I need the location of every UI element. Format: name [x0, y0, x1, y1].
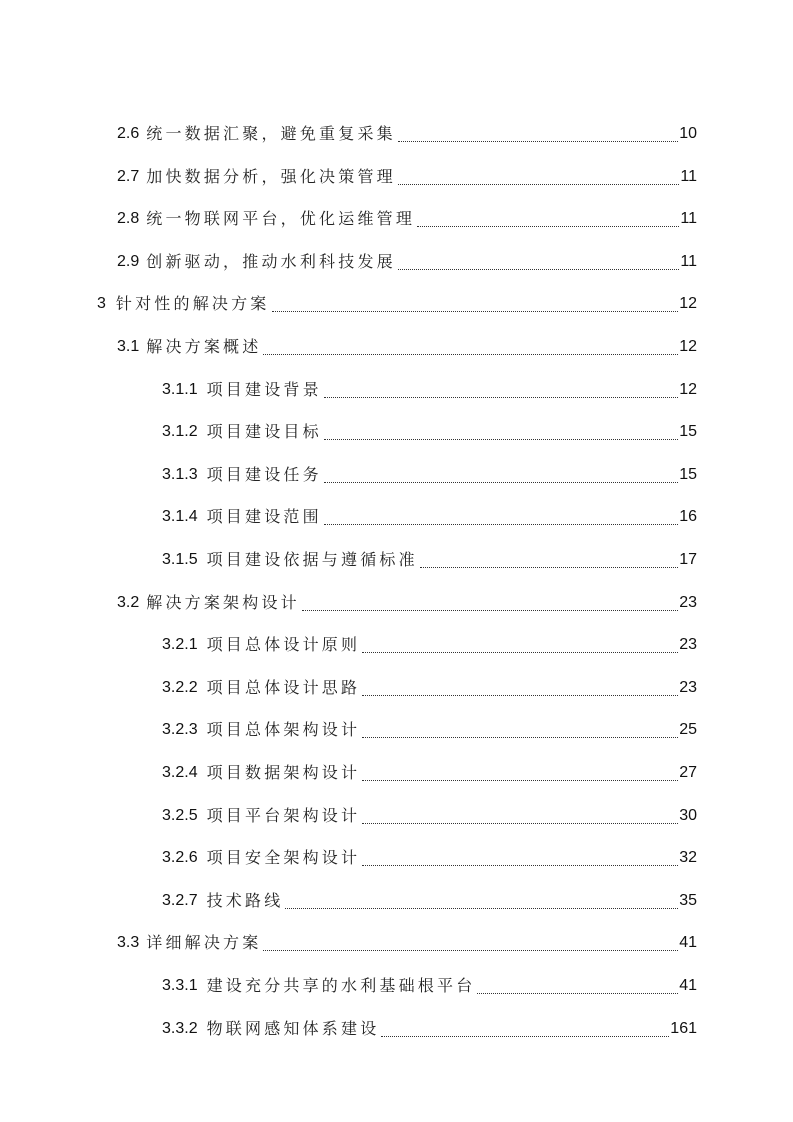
toc-entry[interactable]: [117, 241, 697, 283]
toc-entry[interactable]: [117, 198, 697, 240]
toc-entry[interactable]: [162, 709, 697, 751]
toc-entry-title: 项目建设任务: [206, 464, 322, 484]
toc-entry-page: 23: [679, 678, 697, 696]
toc-entry-title: 统一物联网平台，优化运维管理: [146, 209, 416, 229]
dot-leader: [362, 667, 678, 709]
toc-entry[interactable]: [162, 496, 697, 538]
toc-entry-page: 10: [679, 125, 697, 142]
toc-entry[interactable]: [162, 795, 697, 837]
dot-leader: [477, 965, 678, 1007]
toc-entry-number: 3.2.3: [162, 721, 198, 739]
toc-entry[interactable]: [162, 1008, 697, 1050]
toc-entry-number: 3.1.5: [162, 551, 198, 568]
toc-entry-number: 3.2.4: [162, 764, 198, 781]
toc-entry-title: 项目总体设计思路: [206, 677, 361, 697]
toc-entry-title: 创新驱动，推动水利科技发展: [146, 251, 396, 271]
toc-entry-number: 3.1.1: [162, 380, 198, 398]
toc-entry-page: 12: [679, 338, 697, 355]
toc-entry-title: 解决方案概述: [146, 337, 262, 356]
toc-entry-title: 针对性的解决方案: [115, 294, 270, 314]
dot-leader: [263, 326, 678, 368]
dot-leader: [302, 582, 678, 624]
toc-entry-number: 3.3.2: [162, 1019, 198, 1037]
toc-entry-number: 3.1.4: [162, 508, 198, 526]
toc-entry-title: 加快数据分析，强化决策管理: [146, 166, 396, 186]
toc-entry-number: 3.2.7: [162, 891, 198, 909]
dot-leader: [420, 539, 678, 581]
toc-entry-title: 技术路线: [206, 890, 284, 910]
toc-entry-page: 25: [679, 721, 697, 739]
toc-entry-page: 41: [679, 934, 697, 952]
dot-leader: [272, 283, 679, 325]
toc-entry-number: 3.1.3: [162, 465, 198, 483]
dot-leader: [324, 496, 678, 538]
toc-entry-number: 2.6: [117, 125, 140, 142]
dot-leader: [263, 922, 678, 964]
toc-entry-number: 3.3: [117, 934, 140, 952]
toc-entry-title: 项目总体设计原则: [206, 635, 361, 655]
toc-entry-page: 12: [679, 295, 697, 313]
toc-entry-page: 32: [679, 849, 697, 867]
toc-entry-chapter[interactable]: [97, 283, 697, 325]
toc-entry[interactable]: [162, 667, 697, 709]
toc-entry[interactable]: [117, 156, 697, 198]
toc-entry-number: 3.2: [117, 593, 140, 611]
toc-entry-title: 详细解决方案: [146, 933, 262, 953]
toc-entry-number: 3: [97, 295, 106, 313]
dot-leader: [362, 752, 678, 794]
toc-entry[interactable]: [162, 454, 697, 496]
toc-entry-title: 项目建设范围: [206, 507, 322, 527]
toc-entry-page: 161: [670, 1019, 697, 1037]
toc-entry-title: 项目平台架构设计: [206, 805, 361, 825]
toc-entry-title: 项目建设目标: [206, 422, 322, 442]
dot-leader: [324, 369, 678, 411]
toc-entry-number: 3.2.1: [162, 636, 198, 654]
toc-entry[interactable]: [162, 369, 697, 411]
dot-leader: [362, 795, 678, 837]
toc-entry-number: 3.1.2: [162, 423, 198, 441]
dot-leader: [381, 1008, 669, 1050]
toc-entry-title: 解决方案架构设计: [146, 592, 300, 612]
toc-entry-page: 15: [679, 465, 697, 483]
toc-entry-title: 项目建设背景: [206, 379, 322, 399]
toc-entry[interactable]: [162, 539, 697, 581]
toc-entry-title: 物联网感知体系建设: [206, 1018, 380, 1038]
toc-entry-title: 建设充分共享的水利基础根平台: [206, 976, 476, 995]
toc-entry-title: 项目安全架构设计: [206, 848, 361, 868]
dot-leader: [362, 709, 678, 751]
toc-entry[interactable]: [162, 965, 697, 1007]
toc-entry-page: 11: [680, 167, 697, 185]
dot-leader: [362, 624, 678, 666]
toc-entry-page: 30: [679, 806, 697, 824]
toc-entry-number: 3.2.6: [162, 849, 198, 867]
dot-leader: [324, 411, 678, 453]
dot-leader: [398, 156, 680, 198]
toc-entry-number: 3.2.2: [162, 678, 198, 696]
toc-entry-number: 2.7: [117, 167, 140, 185]
toc-entry-page: 23: [679, 636, 697, 654]
dot-leader: [324, 454, 678, 496]
toc-entry-page: 15: [679, 423, 697, 441]
dot-leader: [398, 241, 680, 283]
toc-entry-number: 3.1: [117, 338, 140, 355]
toc-entry[interactable]: [162, 752, 697, 794]
toc-entry-page: 11: [680, 210, 697, 228]
toc-entry-title: 项目数据架构设计: [206, 763, 361, 782]
toc-entry-page: 41: [679, 977, 697, 994]
toc-entry-page: 27: [679, 764, 697, 781]
toc-entry[interactable]: [162, 837, 697, 879]
toc-entry-page: 23: [679, 593, 697, 611]
toc-entry-number: 2.9: [117, 252, 140, 270]
toc-entry-number: 3.3.1: [162, 977, 198, 994]
toc-entry-page: 11: [680, 252, 697, 270]
toc-entry[interactable]: [117, 922, 697, 964]
toc-entry[interactable]: [162, 624, 697, 666]
dot-leader: [285, 880, 678, 922]
toc-entry-title: 项目建设依据与遵循标准: [206, 550, 418, 569]
toc-entry-page: 35: [679, 891, 697, 909]
toc-entry-page: 17: [679, 551, 697, 568]
toc-entry-page: 12: [679, 380, 697, 398]
toc-entry[interactable]: [117, 582, 697, 624]
dot-leader: [362, 837, 678, 879]
toc-entry-page: 16: [679, 508, 697, 526]
toc-entry[interactable]: [162, 880, 697, 922]
toc-entry-number: 3.2.5: [162, 806, 198, 824]
toc-entry[interactable]: [117, 113, 697, 155]
toc-entry[interactable]: [117, 326, 697, 368]
toc-entry-title: 项目总体架构设计: [206, 720, 361, 740]
toc-entry-title: 统一数据汇聚，避免重复采集: [146, 124, 396, 143]
toc-entry[interactable]: [162, 411, 697, 453]
dot-leader: [398, 113, 678, 155]
toc-entry-number: 2.8: [117, 210, 140, 228]
dot-leader: [417, 198, 679, 240]
